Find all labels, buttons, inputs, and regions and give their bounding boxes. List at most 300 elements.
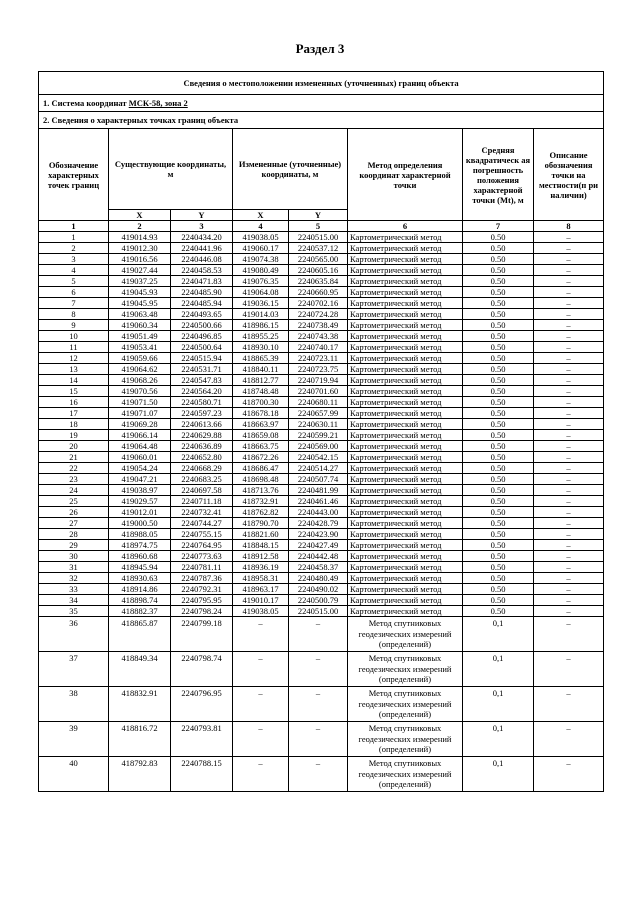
method-cell: Метод спутниковых геодезических измерений (определений) [348, 617, 463, 652]
changed-x-cell: 418958.31 [233, 573, 289, 584]
table-body [39, 72, 604, 792]
description-cell: – [534, 364, 604, 375]
existing-y-cell: 2240441.96 [171, 243, 233, 254]
changed-y-cell: 2240738.49 [289, 320, 348, 331]
changed-y-cell: 2240740.17 [289, 342, 348, 353]
point-number-cell: 34 [39, 595, 109, 606]
existing-y-cell: 2240652.80 [171, 452, 233, 463]
existing-x-cell: 419016.56 [109, 254, 171, 265]
point-number-cell: 24 [39, 485, 109, 496]
existing-x-cell: 419070.56 [109, 386, 171, 397]
existing-x-cell: 419045.93 [109, 287, 171, 298]
existing-x-cell: 419051.49 [109, 331, 171, 342]
changed-y-cell: 2240605.16 [289, 265, 348, 276]
existing-y-cell: 2240799.18 [171, 617, 233, 652]
accuracy-cell: 0.50 [463, 276, 534, 287]
changed-x-cell: 419064.08 [233, 287, 289, 298]
existing-x-cell: 419029.57 [109, 496, 171, 507]
point-number-cell: 15 [39, 386, 109, 397]
table-row [39, 584, 604, 595]
point-number-cell: 11 [39, 342, 109, 353]
method-cell: Картометрический метод [348, 265, 463, 276]
point-number-cell: 29 [39, 540, 109, 551]
table-row [39, 518, 604, 529]
existing-y-cell: 2240798.24 [171, 606, 233, 617]
method-cell: Метод спутниковых геодезических измерений (определений) [348, 757, 463, 792]
column-number: 1 [39, 221, 109, 232]
accuracy-cell: 0.50 [463, 287, 534, 298]
existing-y-cell: 2240781.11 [171, 562, 233, 573]
accuracy-cell: 0.50 [463, 584, 534, 595]
existing-x-cell: 419066.14 [109, 430, 171, 441]
existing-x-cell: 418816.72 [109, 722, 171, 757]
existing-x-cell: 418960.68 [109, 551, 171, 562]
table-row [39, 287, 604, 298]
existing-x-cell: 419059.66 [109, 353, 171, 364]
existing-y-cell: 2240773.63 [171, 551, 233, 562]
description-cell: – [534, 507, 604, 518]
description-cell: – [534, 452, 604, 463]
existing-x-cell: 419000.50 [109, 518, 171, 529]
existing-y-cell: 2240795.95 [171, 595, 233, 606]
existing-x-cell: 419063.48 [109, 309, 171, 320]
changed-y-cell: 2240702.16 [289, 298, 348, 309]
changed-x-cell: 418865.39 [233, 353, 289, 364]
point-number-cell: 20 [39, 441, 109, 452]
changed-x-cell: 418762.82 [233, 507, 289, 518]
table-row [39, 441, 604, 452]
table-row [39, 485, 604, 496]
existing-x-cell: 418865.87 [109, 617, 171, 652]
section-title-row [39, 72, 604, 95]
changed-y-cell: 2240660.95 [289, 287, 348, 298]
table-row [39, 595, 604, 606]
table-row [39, 540, 604, 551]
description-cell: – [534, 408, 604, 419]
table-row [39, 617, 604, 652]
existing-y-cell: 2240788.15 [171, 757, 233, 792]
method-cell: Картометрический метод [348, 342, 463, 353]
existing-y-cell: 2240697.58 [171, 485, 233, 496]
changed-y-cell: 2240743.38 [289, 331, 348, 342]
changed-x-cell: 419060.17 [233, 243, 289, 254]
existing-x-cell: 418974.75 [109, 540, 171, 551]
existing-y-cell: 2240471.83 [171, 276, 233, 287]
description-cell: – [534, 496, 604, 507]
changed-x-cell: 419038.05 [233, 606, 289, 617]
point-number-cell: 31 [39, 562, 109, 573]
changed-x-cell: 418840.11 [233, 364, 289, 375]
changed-x-cell: 418698.48 [233, 474, 289, 485]
method-cell: Картометрический метод [348, 562, 463, 573]
existing-y-cell: 2240493.65 [171, 309, 233, 320]
description-cell: – [534, 320, 604, 331]
existing-y-cell: 2240434.20 [171, 232, 233, 243]
accuracy-cell: 0.50 [463, 551, 534, 562]
existing-x-cell: 419053.41 [109, 342, 171, 353]
existing-y-cell: 2240668.29 [171, 463, 233, 474]
changed-y-cell: 2240461.46 [289, 496, 348, 507]
point-number-cell: 9 [39, 320, 109, 331]
accuracy-cell: 0,1 [463, 687, 534, 722]
existing-y-cell: 2240500.66 [171, 320, 233, 331]
method-cell: Картометрический метод [348, 474, 463, 485]
method-cell: Картометрический метод [348, 320, 463, 331]
accuracy-cell: 0.50 [463, 518, 534, 529]
existing-x-cell: 418792.83 [109, 757, 171, 792]
header-description: Описание обозначения точки на местности(п ри наличии) [534, 129, 604, 221]
description-cell: – [534, 617, 604, 652]
changed-y-cell: – [289, 687, 348, 722]
description-cell: – [534, 298, 604, 309]
changed-x-cell: 418659.08 [233, 430, 289, 441]
accuracy-cell: 0.50 [463, 265, 534, 276]
method-cell: Картометрический метод [348, 584, 463, 595]
existing-y-cell: 2240798.74 [171, 652, 233, 687]
existing-y-cell: 2240515.94 [171, 353, 233, 364]
accuracy-cell: 0.50 [463, 408, 534, 419]
table-row [39, 419, 604, 430]
description-cell: – [534, 441, 604, 452]
method-cell: Картометрический метод [348, 529, 463, 540]
changed-y-cell: 2240423.90 [289, 529, 348, 540]
accuracy-cell: 0.50 [463, 507, 534, 518]
description-cell: – [534, 518, 604, 529]
table-row [39, 722, 604, 757]
description-cell: – [534, 232, 604, 243]
header-method: Метод определения координат характерной точки [348, 129, 463, 221]
existing-y-cell: 2240531.71 [171, 364, 233, 375]
changed-y-cell: 2240537.12 [289, 243, 348, 254]
changed-x-cell: 418936.19 [233, 562, 289, 573]
accuracy-cell: 0.50 [463, 419, 534, 430]
description-cell: – [534, 309, 604, 320]
accuracy-cell: 0.50 [463, 342, 534, 353]
existing-y-cell: 2240564.20 [171, 386, 233, 397]
description-cell: – [534, 342, 604, 353]
existing-y-cell: 2240792.31 [171, 584, 233, 595]
changed-x-cell: – [233, 617, 289, 652]
method-cell: Картометрический метод [348, 298, 463, 309]
accuracy-cell: 0.50 [463, 540, 534, 551]
existing-y-cell: 2240787.36 [171, 573, 233, 584]
changed-y-cell: 2240724.28 [289, 309, 348, 320]
column-number: 6 [348, 221, 463, 232]
changed-y-cell: 2240442.48 [289, 551, 348, 562]
changed-y-cell: 2240569.00 [289, 441, 348, 452]
method-cell: Картометрический метод [348, 551, 463, 562]
accuracy-cell: 0.50 [463, 243, 534, 254]
changed-x-cell: 419010.17 [233, 595, 289, 606]
changed-x-cell: 418663.97 [233, 419, 289, 430]
existing-x-cell: 419037.25 [109, 276, 171, 287]
points-heading: 2. Сведения о характерных точках границ объекта [39, 112, 604, 129]
existing-x-cell: 419064.62 [109, 364, 171, 375]
changed-y-cell: 2240500.79 [289, 595, 348, 606]
existing-y-cell: 2240629.88 [171, 430, 233, 441]
table-row [39, 606, 604, 617]
changed-y-cell: 2240680.11 [289, 397, 348, 408]
point-number-cell: 12 [39, 353, 109, 364]
changed-x-cell: 418748.48 [233, 386, 289, 397]
existing-y-cell: 2240793.81 [171, 722, 233, 757]
table-row [39, 276, 604, 287]
description-cell: – [534, 606, 604, 617]
header-point-designation: Обозначение характерных точек границ [39, 129, 109, 221]
changed-y-cell: 2240480.49 [289, 573, 348, 584]
accuracy-cell: 0,1 [463, 617, 534, 652]
changed-x-cell: 418686.47 [233, 463, 289, 474]
point-number-cell: 37 [39, 652, 109, 687]
existing-y-cell: 2240764.95 [171, 540, 233, 551]
description-cell: – [534, 722, 604, 757]
method-cell: Метод спутниковых геодезических измерений (определений) [348, 652, 463, 687]
point-number-cell: 33 [39, 584, 109, 595]
description-cell: – [534, 551, 604, 562]
accuracy-cell: 0.50 [463, 430, 534, 441]
method-cell: Картометрический метод [348, 364, 463, 375]
table-row [39, 397, 604, 408]
column-number: 4 [233, 221, 289, 232]
changed-y-cell: 2240635.84 [289, 276, 348, 287]
existing-x-cell: 419045.95 [109, 298, 171, 309]
description-cell: – [534, 687, 604, 722]
changed-y-cell: 2240428.79 [289, 518, 348, 529]
coordinate-system-row [39, 95, 604, 112]
existing-y-cell: 2240636.89 [171, 441, 233, 452]
table-row [39, 551, 604, 562]
description-cell: – [534, 573, 604, 584]
changed-x-cell: 418790.70 [233, 518, 289, 529]
existing-x-cell: 419012.30 [109, 243, 171, 254]
accuracy-cell: 0.50 [463, 496, 534, 507]
table-row [39, 687, 604, 722]
changed-x-cell: 419038.05 [233, 232, 289, 243]
changed-x-cell: 418812.77 [233, 375, 289, 386]
method-cell: Картометрический метод [348, 375, 463, 386]
point-number-cell: 25 [39, 496, 109, 507]
accuracy-cell: 0,1 [463, 652, 534, 687]
description-cell: – [534, 485, 604, 496]
changed-y-cell: 2240723.75 [289, 364, 348, 375]
changed-x-cell: 418963.17 [233, 584, 289, 595]
changed-x-cell: 419036.15 [233, 298, 289, 309]
method-cell: Картометрический метод [348, 463, 463, 474]
existing-x-cell: 419027.44 [109, 265, 171, 276]
table-row [39, 474, 604, 485]
table-row [39, 243, 604, 254]
accuracy-cell: 0.50 [463, 562, 534, 573]
changed-x-cell: 418700.30 [233, 397, 289, 408]
changed-x-cell: 419076.35 [233, 276, 289, 287]
table-row [39, 309, 604, 320]
accuracy-cell: 0.50 [463, 386, 534, 397]
column-numbers-row [39, 221, 604, 232]
coordinate-system-value: МСК-58, зона 2 [128, 98, 188, 108]
method-cell: Картометрический метод [348, 595, 463, 606]
existing-x-cell: 418988.05 [109, 529, 171, 540]
changed-y-cell: 2240515.00 [289, 606, 348, 617]
changed-y-cell: 2240490.02 [289, 584, 348, 595]
method-cell: Картометрический метод [348, 232, 463, 243]
point-number-cell: 10 [39, 331, 109, 342]
description-cell: – [534, 757, 604, 792]
changed-x-cell: 418732.91 [233, 496, 289, 507]
table-row [39, 496, 604, 507]
changed-y-cell: 2240630.11 [289, 419, 348, 430]
changed-x-cell: 418955.25 [233, 331, 289, 342]
table-row [39, 652, 604, 687]
description-cell: – [534, 562, 604, 573]
description-cell: – [534, 265, 604, 276]
method-cell: Метод спутниковых геодезических измерений (определений) [348, 722, 463, 757]
accuracy-cell: 0,1 [463, 722, 534, 757]
accuracy-cell: 0.50 [463, 485, 534, 496]
existing-x-cell: 418849.34 [109, 652, 171, 687]
method-cell: Картометрический метод [348, 386, 463, 397]
existing-y-cell: 2240744.27 [171, 518, 233, 529]
description-cell: – [534, 540, 604, 551]
existing-y-cell: 2240446.08 [171, 254, 233, 265]
changed-y-cell: 2240427.49 [289, 540, 348, 551]
table-row [39, 562, 604, 573]
accuracy-cell: 0.50 [463, 452, 534, 463]
accuracy-cell: 0.50 [463, 232, 534, 243]
table-row [39, 320, 604, 331]
point-number-cell: 1 [39, 232, 109, 243]
existing-x-cell: 418898.74 [109, 595, 171, 606]
existing-y-cell: 2240485.94 [171, 298, 233, 309]
existing-x-cell: 419071.07 [109, 408, 171, 419]
changed-y-cell: 2240443.00 [289, 507, 348, 518]
coordinate-system-label: 1. Система координат [43, 98, 127, 108]
changed-y-cell: 2240507.74 [289, 474, 348, 485]
table-row [39, 408, 604, 419]
changed-y-cell: 2240481.99 [289, 485, 348, 496]
changed-x-cell: 418930.10 [233, 342, 289, 353]
point-number-cell: 30 [39, 551, 109, 562]
changed-x-cell: 418912.58 [233, 551, 289, 562]
accuracy-cell: 0,1 [463, 757, 534, 792]
method-cell: Картометрический метод [348, 430, 463, 441]
description-cell: – [534, 463, 604, 474]
changed-x-cell: 418848.15 [233, 540, 289, 551]
existing-x-cell: 419047.21 [109, 474, 171, 485]
boundary-points-table [38, 71, 604, 792]
method-cell: Картометрический метод [348, 397, 463, 408]
existing-x-cell: 419071.50 [109, 397, 171, 408]
table-row [39, 463, 604, 474]
method-cell: Картометрический метод [348, 408, 463, 419]
description-cell: – [534, 276, 604, 287]
method-cell: Картометрический метод [348, 419, 463, 430]
description-cell: – [534, 331, 604, 342]
existing-x-cell: 418945.94 [109, 562, 171, 573]
description-cell: – [534, 243, 604, 254]
point-number-cell: 40 [39, 757, 109, 792]
description-cell: – [534, 595, 604, 606]
accuracy-cell: 0.50 [463, 474, 534, 485]
method-cell: Картометрический метод [348, 606, 463, 617]
existing-y-cell: 2240683.25 [171, 474, 233, 485]
changed-x-cell: 418986.15 [233, 320, 289, 331]
header-existing-coords: Существующие координаты, м [109, 129, 233, 210]
point-number-cell: 8 [39, 309, 109, 320]
header-x-existing: X [109, 210, 171, 221]
point-number-cell: 2 [39, 243, 109, 254]
point-number-cell: 6 [39, 287, 109, 298]
existing-y-cell: 2240580.71 [171, 397, 233, 408]
existing-x-cell: 419060.01 [109, 452, 171, 463]
accuracy-cell: 0.50 [463, 298, 534, 309]
method-cell: Картометрический метод [348, 573, 463, 584]
point-number-cell: 19 [39, 430, 109, 441]
method-cell: Картометрический метод [348, 287, 463, 298]
method-cell: Картометрический метод [348, 441, 463, 452]
changed-x-cell: 419080.49 [233, 265, 289, 276]
accuracy-cell: 0.50 [463, 364, 534, 375]
changed-y-cell: – [289, 757, 348, 792]
method-cell: Картометрический метод [348, 353, 463, 364]
accuracy-cell: 0.50 [463, 397, 534, 408]
point-number-cell: 23 [39, 474, 109, 485]
description-cell: – [534, 287, 604, 298]
points-heading-row [39, 112, 604, 129]
accuracy-cell: 0.50 [463, 353, 534, 364]
table-row [39, 573, 604, 584]
description-cell: – [534, 529, 604, 540]
existing-y-cell: 2240547.83 [171, 375, 233, 386]
table-row [39, 331, 604, 342]
description-cell: – [534, 386, 604, 397]
changed-x-cell: 419014.03 [233, 309, 289, 320]
changed-y-cell: – [289, 617, 348, 652]
existing-x-cell: 419014.93 [109, 232, 171, 243]
accuracy-cell: 0.50 [463, 254, 534, 265]
existing-y-cell: 2240500.64 [171, 342, 233, 353]
table-row [39, 430, 604, 441]
coordinate-system [39, 95, 604, 112]
description-cell: – [534, 474, 604, 485]
point-number-cell: 27 [39, 518, 109, 529]
method-cell: Картометрический метод [348, 518, 463, 529]
point-number-cell: 36 [39, 617, 109, 652]
existing-x-cell: 418882.37 [109, 606, 171, 617]
changed-y-cell: 2240599.21 [289, 430, 348, 441]
existing-x-cell: 419069.28 [109, 419, 171, 430]
table-row [39, 364, 604, 375]
table-row [39, 529, 604, 540]
table-row [39, 265, 604, 276]
point-number-cell: 4 [39, 265, 109, 276]
point-number-cell: 39 [39, 722, 109, 757]
description-cell: – [534, 353, 604, 364]
point-number-cell: 14 [39, 375, 109, 386]
table-row [39, 342, 604, 353]
existing-y-cell: 2240755.15 [171, 529, 233, 540]
column-number: 5 [289, 221, 348, 232]
description-cell: – [534, 375, 604, 386]
point-number-cell: 7 [39, 298, 109, 309]
method-cell: Метод спутниковых геодезических измерений (определений) [348, 687, 463, 722]
existing-x-cell: 419060.34 [109, 320, 171, 331]
changed-x-cell: 418678.18 [233, 408, 289, 419]
table-row [39, 232, 604, 243]
existing-x-cell: 419054.24 [109, 463, 171, 474]
changed-y-cell: 2240458.37 [289, 562, 348, 573]
changed-y-cell: 2240515.00 [289, 232, 348, 243]
method-cell: Картометрический метод [348, 452, 463, 463]
